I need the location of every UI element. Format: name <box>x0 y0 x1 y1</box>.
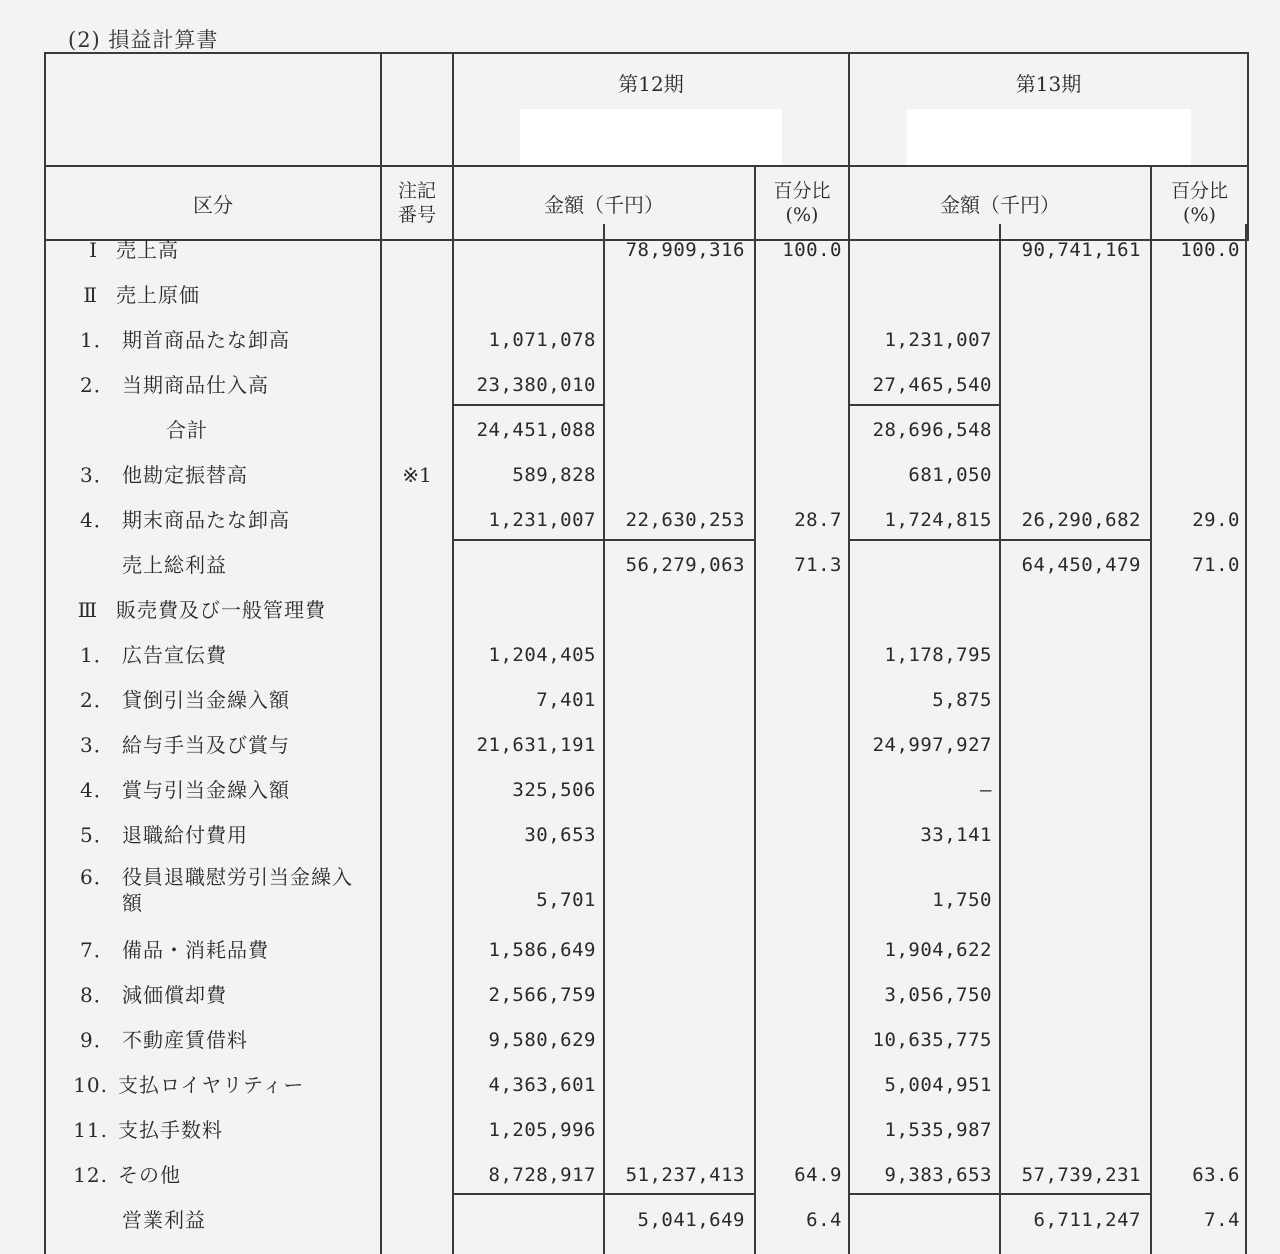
amount-13-detail: 10,635,775 <box>872 1029 992 1051</box>
amount-12-detail: 1,071,078 <box>488 329 596 351</box>
row-label <box>44 768 414 813</box>
amount-12-detail: 2,566,759 <box>488 984 596 1006</box>
row-number: 11. <box>73 1118 108 1142</box>
row-number: 8． <box>80 983 115 1007</box>
amount-12-detail: 325,506 <box>512 779 596 801</box>
amount-12-detail: 23,380,010 <box>476 374 596 396</box>
income-statement-sheet <box>44 52 1247 1252</box>
row-number: 1． <box>80 643 115 667</box>
row-label-text: 合計 <box>166 418 208 442</box>
row-label-text: 広告宣伝費 <box>122 643 227 667</box>
header-period-12 <box>453 53 849 166</box>
amount-13-detail: 1,904,622 <box>884 939 992 961</box>
header-blank-note <box>381 53 453 166</box>
row-number: 3． <box>80 463 115 487</box>
row-label-text: 賞与引当金繰入額 <box>122 778 290 802</box>
redacted-period-12-dates <box>520 109 782 165</box>
percent-13: 71.0 <box>1192 554 1240 576</box>
row-label-text: 備品・消耗品費 <box>122 938 269 962</box>
percent-12: 71.3 <box>794 554 842 576</box>
note-line2: 番号 <box>397 204 436 226</box>
row-label-text: 期末商品たな卸高 <box>122 508 290 532</box>
row-number: Ⅲ <box>77 598 98 622</box>
row-label <box>44 928 414 973</box>
row-label <box>44 973 414 1018</box>
row-label-text: 減価償却費 <box>122 983 227 1007</box>
statement-row <box>44 678 1247 723</box>
header-kubun: 区分 <box>45 166 381 240</box>
redacted-period-13-dates <box>907 109 1191 165</box>
statement-row <box>44 273 1247 318</box>
row-label-text: 貸倒引当金繰入額 <box>122 688 290 712</box>
row-label <box>44 273 392 318</box>
row-label-text: 不動産賃借料 <box>122 1028 248 1052</box>
statement-row <box>44 633 1247 678</box>
row-number: 5． <box>80 823 115 847</box>
percent-13: 7.4 <box>1204 1209 1240 1231</box>
amount-13-detail: 1,231,007 <box>884 329 992 351</box>
period-12-label: 第12期 <box>618 72 684 96</box>
header-blank-kubun <box>45 53 381 166</box>
statement-row <box>44 543 1247 588</box>
statement-row <box>44 1063 1247 1108</box>
pct-12-line1: 百分比 <box>773 180 831 202</box>
row-label-text: 販売費及び一般管理費 <box>116 598 326 622</box>
amount-12-detail: 9,580,629 <box>488 1029 596 1051</box>
row-label <box>44 363 414 408</box>
amount-13-total: 64,450,479 <box>1021 554 1141 576</box>
row-label <box>44 1153 402 1198</box>
amount-12-detail: 1,231,007 <box>488 509 596 531</box>
row-number: 4． <box>80 778 115 802</box>
row-number: 12. <box>73 1163 108 1187</box>
amount-12-detail: 24,451,088 <box>476 419 596 441</box>
row-number: Ⅱ <box>83 283 98 307</box>
row-label-text: 支払手数料 <box>118 1118 223 1142</box>
amount-13-detail: 3,056,750 <box>884 984 992 1006</box>
amount-12-detail: 5,701 <box>536 889 596 911</box>
percent-12: 100.0 <box>782 239 842 261</box>
row-number: 10. <box>73 1073 108 1097</box>
amount-12-detail: 1,204,405 <box>488 644 596 666</box>
row-number: 7． <box>80 938 115 962</box>
amount-12-total: 56,279,063 <box>625 554 745 576</box>
statement-row <box>44 973 1247 1018</box>
header-amount-12: 金額（千円） <box>453 166 755 240</box>
amount-12-detail: 589,828 <box>512 464 596 486</box>
row-label <box>44 498 414 543</box>
amount-12-detail: 4,363,601 <box>488 1074 596 1096</box>
amount-13-detail: ― <box>980 779 992 801</box>
period-13-label: 第13期 <box>1015 72 1082 96</box>
statement-header <box>44 52 1249 241</box>
pct-13-line2: (%) <box>1183 204 1216 226</box>
amount-12-detail: 1,205,996 <box>488 1119 596 1141</box>
row-label <box>44 1108 402 1153</box>
amount-13-detail: 33,141 <box>920 824 992 846</box>
statement-caption: (2) 損益計算書 <box>68 28 219 52</box>
row-label-text: 役員退職慰労引当金繰入 <box>122 865 353 889</box>
amount-13-detail: 5,004,951 <box>884 1074 992 1096</box>
row-label <box>44 864 414 916</box>
row-number: 3． <box>80 733 115 757</box>
amount-13-detail: 5,875 <box>932 689 992 711</box>
statement-row <box>44 363 1247 408</box>
row-label <box>44 408 500 453</box>
amount-13-total: 90,741,161 <box>1021 239 1141 261</box>
amount-13-detail: 1,535,987 <box>884 1119 992 1141</box>
row-label-text: 売上総利益 <box>122 553 227 577</box>
amount-13-detail: 681,050 <box>908 464 992 486</box>
amount-13-total: 6,711,247 <box>1033 1209 1141 1231</box>
row-number: 9． <box>80 1028 115 1052</box>
row-label-text: 退職給付費用 <box>122 823 248 847</box>
row-label-text: 売上原価 <box>116 283 200 307</box>
statement-row <box>44 498 1247 543</box>
amount-12-detail: 7,401 <box>536 689 596 711</box>
row-label <box>44 723 414 768</box>
percent-12: 64.9 <box>794 1164 842 1186</box>
amount-12-detail: 30,653 <box>524 824 596 846</box>
row-label <box>44 228 392 273</box>
row-label <box>44 813 414 858</box>
statement-row <box>44 228 1247 273</box>
statement-row <box>44 408 1247 453</box>
amount-12-detail: 21,631,191 <box>476 734 596 756</box>
percent-13: 100.0 <box>1180 239 1240 261</box>
row-number: 1． <box>80 328 115 352</box>
statement-row <box>44 1108 1247 1153</box>
percent-12: 6.4 <box>806 1209 842 1231</box>
statement-row <box>44 768 1247 813</box>
row-label <box>44 678 414 723</box>
amount-13-detail: 1,750 <box>932 889 992 911</box>
row-number: 6． <box>80 865 115 889</box>
row-number: 4． <box>80 508 115 532</box>
row-label <box>44 1063 402 1108</box>
row-label-text: 支払ロイヤリティー <box>118 1073 305 1097</box>
amount-13-detail: 24,997,927 <box>872 734 992 756</box>
row-label <box>44 1198 456 1243</box>
row-label <box>44 1018 414 1063</box>
row-label-text: 当期商品仕入高 <box>122 373 269 397</box>
amount-13-detail: 1,724,815 <box>884 509 992 531</box>
amount-12-total: 5,041,649 <box>637 1209 745 1231</box>
statement-row <box>44 723 1247 768</box>
row-label-text: その他 <box>118 1163 181 1187</box>
amount-12-total: 78,909,316 <box>625 239 745 261</box>
row-label-text-continued: 額 <box>122 891 143 915</box>
statement-row <box>44 1198 1247 1243</box>
row-note-number: ※1 <box>402 463 432 487</box>
row-label <box>44 588 392 633</box>
amount-13-detail: 9,383,653 <box>884 1164 992 1186</box>
row-label-text: 期首商品たな卸高 <box>122 328 290 352</box>
row-label-text: 営業利益 <box>122 1208 206 1232</box>
amount-13-detail: 1,178,795 <box>884 644 992 666</box>
note-line1: 注記 <box>397 180 436 202</box>
statement-row <box>44 813 1247 858</box>
header-period-13 <box>849 53 1248 166</box>
amount-13-total: 26,290,682 <box>1021 509 1141 531</box>
row-number: Ⅰ <box>89 238 98 262</box>
statement-body <box>44 224 1247 1254</box>
row-label-text: 給与手当及び賞与 <box>122 733 290 757</box>
row-label <box>44 543 456 588</box>
amount-13-total: 57,739,231 <box>1021 1164 1141 1186</box>
amount-13-detail: 28,696,548 <box>872 419 992 441</box>
row-label <box>44 453 414 498</box>
statement-row <box>44 453 1247 498</box>
statement-row <box>44 928 1247 973</box>
pct-13-line1: 百分比 <box>1170 180 1228 202</box>
statement-row <box>44 1153 1247 1198</box>
statement-row <box>44 318 1247 363</box>
percent-12: 28.7 <box>794 509 842 531</box>
header-amount-13: 金額（千円） <box>849 166 1151 240</box>
row-number: 2． <box>80 373 115 397</box>
statement-row <box>44 1018 1247 1063</box>
percent-13: 29.0 <box>1192 509 1240 531</box>
percent-13: 63.6 <box>1192 1164 1240 1186</box>
amount-12-detail: 1,586,649 <box>488 939 596 961</box>
statement-row <box>44 588 1247 633</box>
row-label <box>44 318 414 363</box>
amount-12-total: 22,630,253 <box>625 509 745 531</box>
amount-13-detail: 27,465,540 <box>872 374 992 396</box>
row-label-text: 他勘定振替高 <box>122 463 248 487</box>
row-number: 2． <box>80 688 115 712</box>
statement-row <box>44 864 1247 915</box>
row-label-text: 売上高 <box>116 238 179 262</box>
amount-12-total: 51,237,413 <box>625 1164 745 1186</box>
pct-12-line2: (%) <box>785 204 819 226</box>
row-label <box>44 633 414 678</box>
amount-12-detail: 8,728,917 <box>488 1164 596 1186</box>
